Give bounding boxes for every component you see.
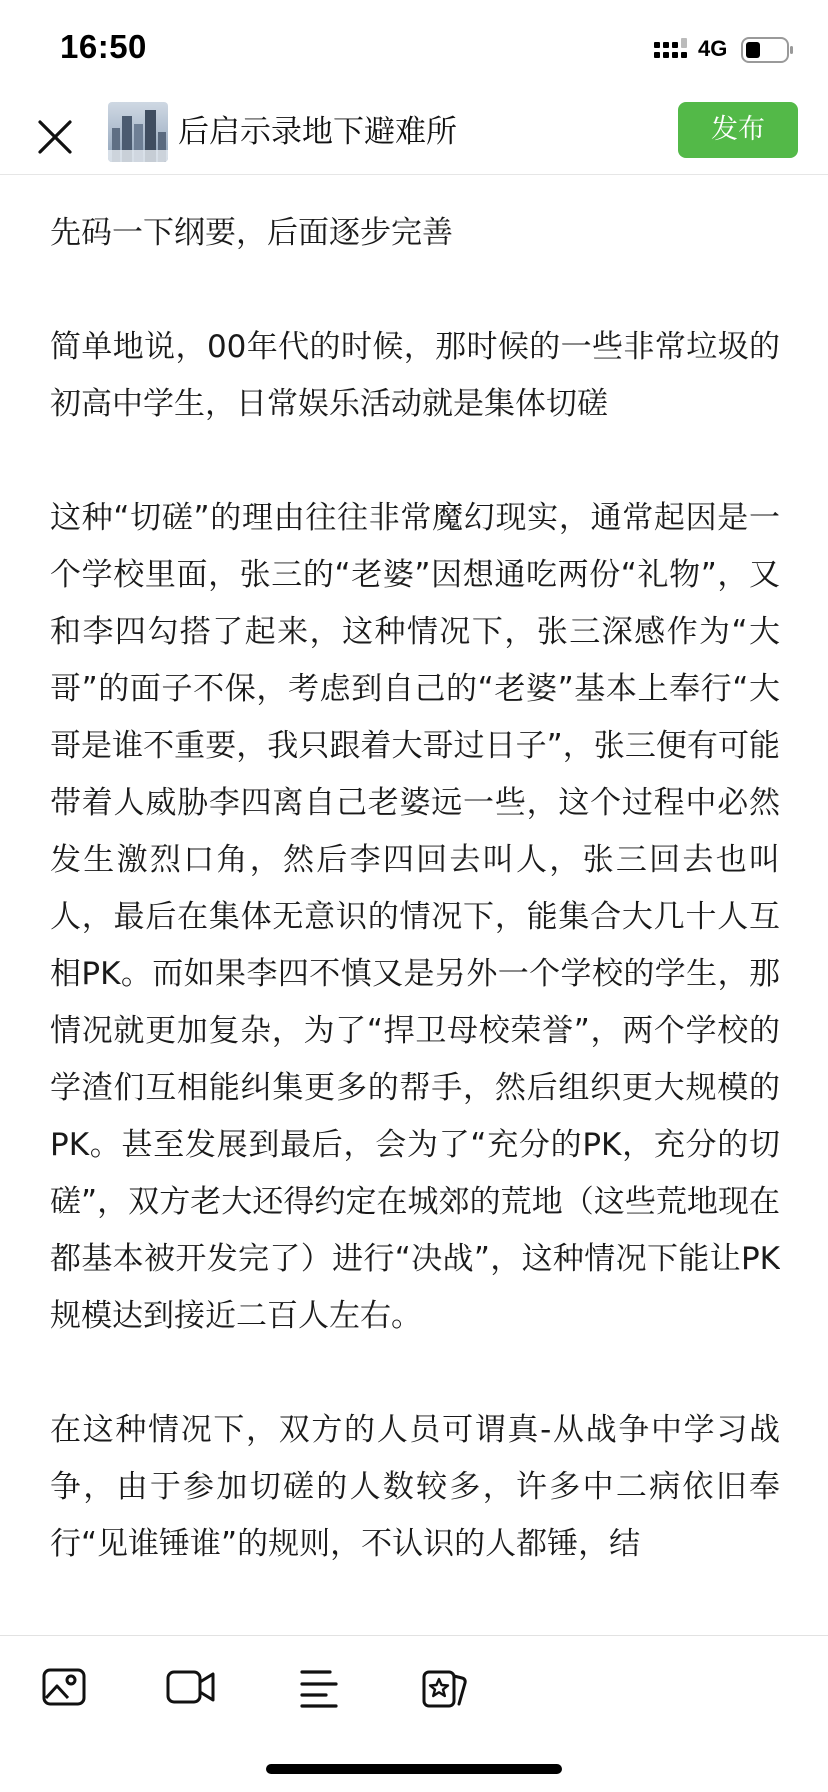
paragraph-cause: 这种“切磋”的理由往往非常魔幻现实，通常起因是一个学校里面，张三的“老婆”因想通吃两份“礼物”，又和李四勾搭了起来，这种情况下，张三深感作为“大哥”的面子不保，考虑到自己的“老婆”基本上奉行“大哥是谁不重要，我只跟着大哥过日子”，张三便有可能带着人威胁李四离自己老婆远一些，这个过程中必然发生激烈口角，然后李四回去叫人，张三回去也叫人，最后在集体无意识的情况下，能集合大几十人互相PK。而如果李四不慎又是另外一个学校的学生，那情况就更加复杂，为了“捍卫母校荣誉”，两个学校的学渣们互相能纠集更多的帮手，然后组织更大规模的PK。甚至发展到最后，会为了“充分的PK，充分的切磋”，双方老大还得约定在城郊的荒地（这些荒地现在都基本被开发完了）进行“决战”，这种情况下能让PK规模达到接近二百人左右。 <box>50 500 780 1334</box>
text-format-button[interactable] <box>294 1664 344 1710</box>
insert-sticker-button[interactable] <box>420 1664 470 1710</box>
signal-bars-icon <box>654 38 688 62</box>
image-icon <box>40 1664 90 1710</box>
close-button[interactable] <box>30 112 80 162</box>
post-body-editor[interactable] <box>50 205 780 1625</box>
network-type: 4G <box>698 36 728 61</box>
status-time: 16:50 <box>60 28 147 65</box>
paragraph-learning: 在这种情况下，双方的人员可谓真-从战争中学习战争，由于参加切磋的人数较多，许多中二病依旧奉行“见谁锤谁”的规则，不认识的人都锤，结 <box>50 1412 780 1562</box>
insert-image-button[interactable] <box>40 1664 90 1710</box>
post-editor-header <box>0 100 828 175</box>
publish-button[interactable]: 发布 <box>678 102 798 158</box>
forum-avatar <box>108 102 168 162</box>
video-icon <box>166 1664 216 1710</box>
paragraph-outline-note: 先码一下纲要，后面逐步完善 <box>50 215 453 251</box>
sticker-icon <box>420 1664 470 1710</box>
forum-title[interactable]: 后启示录地下避难所 <box>178 114 457 150</box>
text-format-icon <box>294 1664 344 1710</box>
insert-video-button[interactable] <box>166 1664 216 1710</box>
editor-toolbar <box>0 1635 828 1736</box>
battery-icon <box>741 37 795 63</box>
status-bar <box>0 0 828 100</box>
close-icon <box>30 112 80 162</box>
paragraph-intro: 简单地说，00年代的时候，那时候的一些非常垃圾的初高中学生，日常娱乐活动就是集体切磋 <box>50 329 780 422</box>
forum-avatar-image <box>108 102 168 162</box>
home-indicator[interactable] <box>266 1764 562 1774</box>
